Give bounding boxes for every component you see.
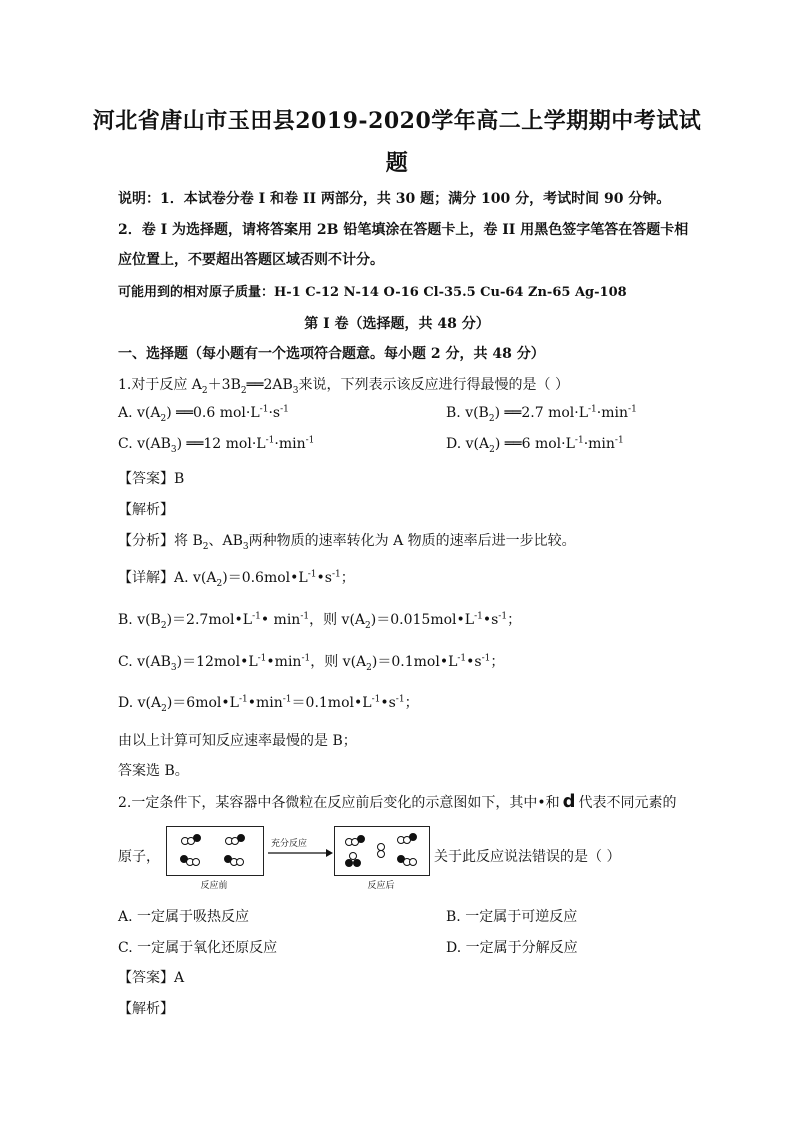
before-box [166,826,264,876]
q1-option-a: A. $v(A_2)$ ══0.6 $mol\cdot L^{-1}\cdot s^{-1}$ [118,404,289,424]
q1-final: 答案选 B。 [118,763,189,779]
reaction-figure [166,826,430,892]
q2-option-d: D. 一定属于分解反应 [446,940,578,956]
q2-option-b: B. 一定属于可逆反应 [446,909,578,925]
q2-stem-line1: 2.一定条件下，某容器中各微粒在反应前后变化的示意图如下，其中•和 d 代表不同元素的 [118,791,677,812]
q1-option-b: B. $v(B_2)$ ══2.7 $mol\cdot L^{-1}\cdot\min^{-1}$ [446,404,637,424]
before-molecules [167,827,263,875]
before-label: 反应前 [200,881,228,891]
q1-detail-c: C. $v(AB_3)=12mol•L^{-1}•\min^{-1}$，则 $v(A_2)=0.1mol•L^{-1}•s^{-1}$； [118,653,505,673]
document-title-line2: 题 [385,150,409,176]
instructions-line2: 2．卷 I 为选择题，请将答案用 2B 铅笔填涂在答题卡上，卷 II 用黑色签字笔答在答题卡相 [118,222,689,238]
q1-detail-a: 【详解】A. $v(A_2)=0.6mol•L^{-1}•s^{-1}$； [118,569,355,589]
part-heading: 一、选择题（每小题有一个选项符合题意。每小题 2 分，共 48 分） [118,346,545,362]
q2-option-c: C. 一定属于氧化还原反应 [118,940,278,956]
q2-answer: 【答案】A [118,970,185,986]
instructions-line3: 应位置上，不要超出答题区域否则不计分。 [118,252,384,268]
q2-stem-suffix: 关于此反应说法错误的是（ ） [434,849,621,865]
section-heading: 第 I 卷（选择题，共 48 分） [304,316,490,332]
q1-fenxi: 【分析】将 $B_2$、$AB_3$两种物质的速率转化为 A 物质的速率后进一步比较。 [118,533,576,552]
q2-option-a: A. 一定属于吸热反应 [118,909,250,925]
after-box [334,826,430,876]
q1-conclusion: 由以上计算可知反应速率最慢的是 B； [118,733,357,749]
atom-symbol-d: d [562,791,576,812]
q2-stem-prefix: 原子， [118,849,160,865]
q1-answer: 【答案】B [118,471,185,487]
after-label: 反应后 [367,881,395,891]
q1-analysis-heading: 【解析】 [118,502,174,518]
q1-detail-d: D. $v(A_2)=6mol•L^{-1}•\min^{-1}=0.1mol•L^{-1}•s^{-1}$； [118,694,419,714]
atomic-masses: 可能用到的相对原子质量：H-1 C-12 N-14 O-16 Cl-35.5 Cu-64 Zn-65 Ag-108 [118,285,627,300]
after-molecules [335,827,429,875]
document-title-line1: 河北省唐山市玉田县2019-2020学年高二上学期期中考试试 [92,108,702,134]
instructions-line1: 说明：1．本试卷分卷 I 和卷 II 两部分，共 30 题；满分 100 分，考试时间 90 分钟。 [118,191,671,207]
q1-option-d: D. $v(A_2)$ ══6 $mol\cdot L^{-1}\cdot\min^{-1}$ [446,435,624,455]
q2-analysis-heading: 【解析】 [118,1001,174,1017]
q1-stem: 1.对于反应 $A_2+3B_2══2AB_3$来说，下列表示该反应进行得最慢的是（ ） [118,377,569,396]
q1-detail-b: B. $v(B_2)=2.7mol•L^{-1}•$ $\min^{-1}$，则 $v(A_2)=0.015mol•L^{-1}•s^{-1}$； [118,611,522,631]
q1-option-c: C. $v(AB_3)$ ══12 $mol\cdot L^{-1}\cdot\min^{-1}$ [118,435,315,455]
arrow-label: 充分反应 [271,839,308,849]
